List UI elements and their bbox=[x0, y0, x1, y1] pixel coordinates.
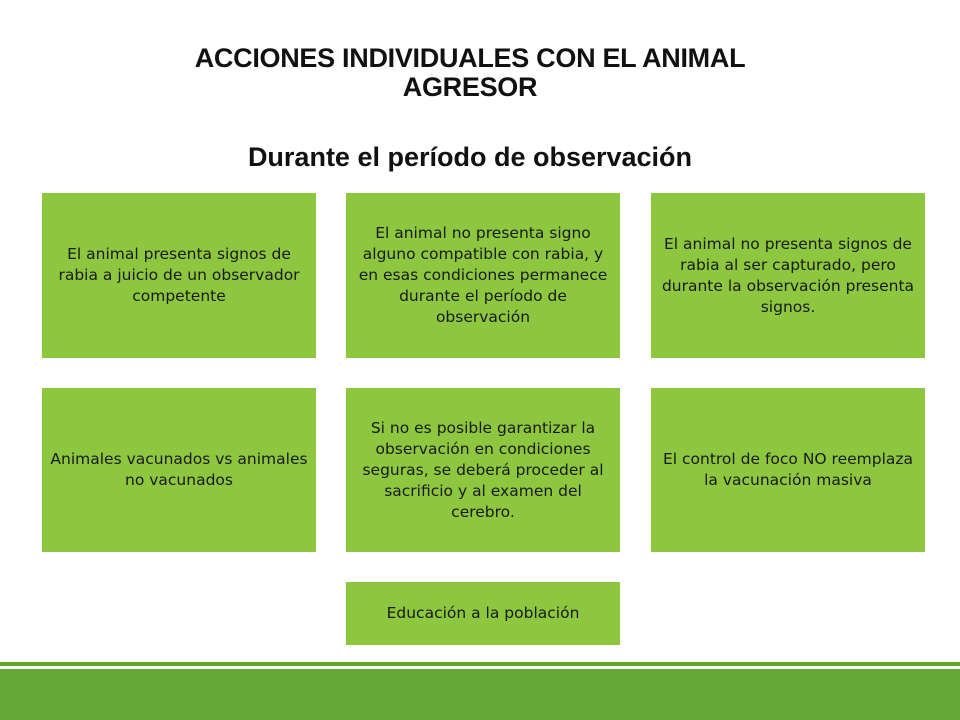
info-box-rabies-signs: El animal presenta signos de rabia a juicio de un observador competente bbox=[42, 193, 316, 358]
info-box-vaccinated-vs-unvaccinated: Animales vacunados vs animales no vacunados bbox=[42, 388, 316, 552]
footer-divider bbox=[0, 662, 960, 666]
info-box-education: Educación a la población bbox=[346, 582, 620, 645]
footer-bar bbox=[0, 669, 960, 720]
info-box-signs-during-observation: El animal no presenta signos de rabia al ser capturado, pero durante la observación presenta signos. bbox=[651, 193, 925, 358]
slide-subtitle: Durante el período de observación bbox=[247, 142, 693, 172]
info-box-no-signs: El animal no presenta signo alguno compatible con rabia, y en esas condiciones permanece durante el período de observación bbox=[346, 193, 620, 358]
slide-title: ACCIONES INDIVIDUALES CON EL ANIMAL AGRESOR bbox=[194, 43, 746, 102]
info-box-sacrifice-exam: Si no es posible garantizar la observación en condiciones seguras, se deberá proceder al sacrificio y al examen del cerebro. bbox=[346, 388, 620, 552]
info-box-focus-control: El control de foco NO reemplaza la vacunación masiva bbox=[651, 388, 925, 552]
